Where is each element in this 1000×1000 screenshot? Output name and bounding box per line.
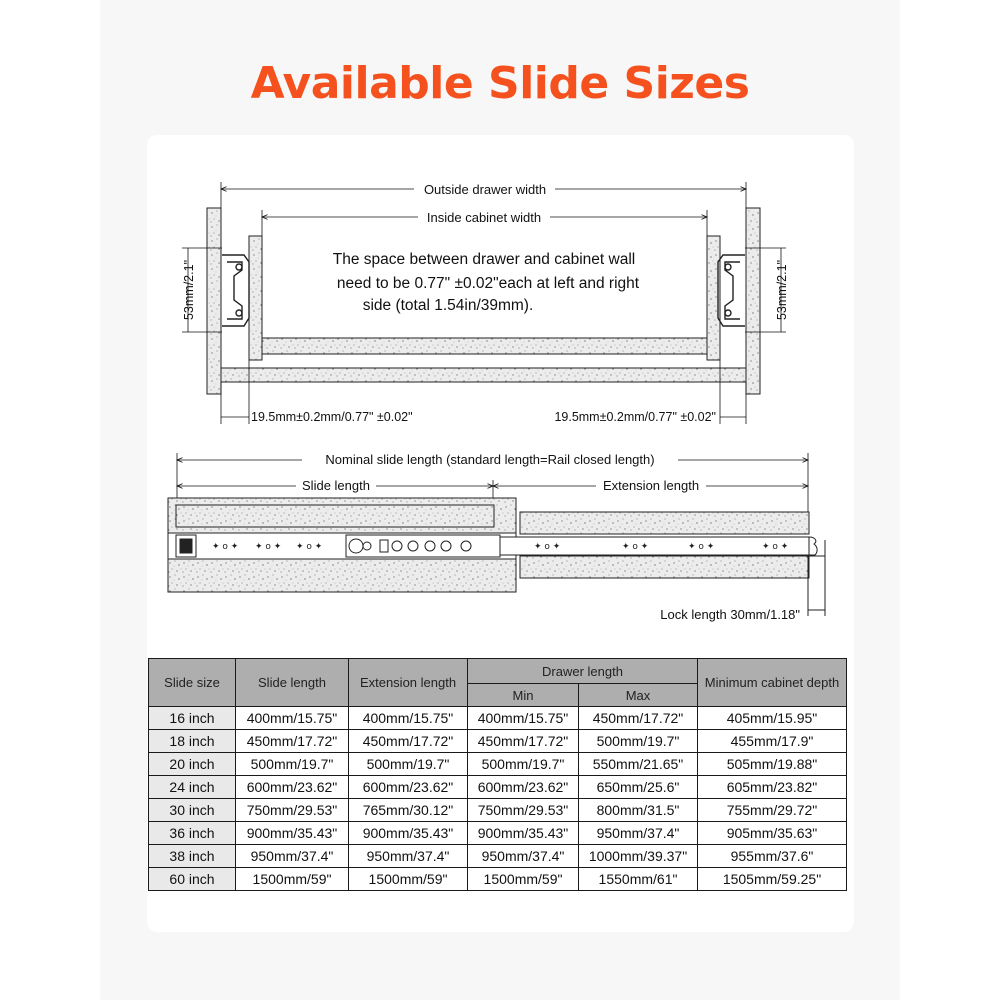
rail-profile-right (718, 255, 745, 326)
cell-drawer-min: 1500mm/59" (468, 868, 579, 891)
drawer-side-inner (176, 505, 494, 527)
cell-drawer-min: 450mm/17.72" (468, 730, 579, 753)
cell-drawer-max: 550mm/21.65" (579, 753, 698, 776)
svg-text:✦ o ✦: ✦ o ✦ (296, 542, 323, 552)
header-extension-length: Extension length (349, 659, 468, 707)
header-drawer-max: Max (579, 684, 698, 707)
cell-extension-length: 400mm/15.75" (349, 707, 468, 730)
table-row (149, 753, 847, 776)
cell-slide-length: 500mm/19.7" (236, 753, 349, 776)
header-drawer-length: Drawer length (468, 659, 698, 684)
cell-slide-size: 38 inch (149, 845, 236, 868)
cell-min-depth: 1505mm/59.25" (698, 868, 847, 891)
cell-min-depth: 605mm/23.82" (698, 776, 847, 799)
cell-drawer-min: 600mm/23.62" (468, 776, 579, 799)
svg-text:✦ o ✦: ✦ o ✦ (688, 542, 715, 552)
table-row (149, 822, 847, 845)
cell-slide-length: 600mm/23.62" (236, 776, 349, 799)
gap-label-left: 19.5mm±0.2mm/0.77" ±0.02" (251, 410, 413, 424)
table-row (149, 730, 847, 753)
cell-drawer-min: 750mm/29.53" (468, 799, 579, 822)
table-row (149, 845, 847, 868)
cell-extension-length: 950mm/37.4" (349, 845, 468, 868)
cell-slide-length: 900mm/35.43" (236, 822, 349, 845)
cell-drawer-min: 950mm/37.4" (468, 845, 579, 868)
cell-drawer-max: 1550mm/61" (579, 868, 698, 891)
drawer-side-lower (520, 556, 809, 578)
lock-length-label: Lock length 30mm/1.18" (660, 607, 800, 622)
cell-slide-length: 750mm/29.53" (236, 799, 349, 822)
svg-text:✦ o ✦: ✦ o ✦ (534, 542, 561, 552)
gap-note-line-1: The space between drawer and cabinet wall (332, 251, 636, 268)
drawer-side-extended (520, 512, 809, 534)
extension-length-label: Extension length (602, 478, 700, 493)
cabinet-wall-left (207, 208, 221, 394)
svg-text:✦ o ✦: ✦ o ✦ (622, 542, 649, 552)
cabinet-wall-right (746, 208, 760, 394)
cell-drawer-max: 650mm/25.6" (579, 776, 698, 799)
cell-slide-size: 60 inch (149, 868, 236, 891)
cell-min-depth: 405mm/15.95" (698, 707, 847, 730)
cell-extension-length: 500mm/19.7" (349, 753, 468, 776)
slide-length-label: Slide length (302, 478, 370, 493)
cell-slide-length: 450mm/17.72" (236, 730, 349, 753)
gap-label-right: 19.5mm±0.2mm/0.77" ±0.02" (554, 410, 716, 424)
cell-drawer-min: 900mm/35.43" (468, 822, 579, 845)
gap-note-line-3: side (total 1.54in/39mm). (362, 297, 534, 314)
svg-text:✦ o ✦: ✦ o ✦ (762, 542, 789, 552)
cell-slide-size: 30 inch (149, 799, 236, 822)
cell-extension-length: 450mm/17.72" (349, 730, 468, 753)
cabinet-bottom (221, 368, 746, 382)
inside-width-label: Inside cabinet width (426, 210, 542, 225)
svg-text:✦ o ✦: ✦ o ✦ (255, 542, 282, 552)
cell-min-depth: 505mm/19.88" (698, 753, 847, 776)
gap-note-line-2: need to be 0.77" ±0.02"each at left and right (336, 275, 640, 292)
table-row (149, 776, 847, 799)
header-drawer-min: Min (468, 684, 579, 707)
cell-min-depth: 755mm/29.72" (698, 799, 847, 822)
cell-slide-length: 950mm/37.4" (236, 845, 349, 868)
height-label-left: 53mm/2.1" (182, 259, 196, 321)
header-min-cabinet-depth: Minimum cabinet depth (698, 659, 847, 707)
cell-slide-size: 16 inch (149, 707, 236, 730)
outside-width-label: Outside drawer width (423, 182, 547, 197)
rail-profile-left (222, 255, 249, 326)
cell-slide-size: 20 inch (149, 753, 236, 776)
cell-slide-size: 36 inch (149, 822, 236, 845)
height-label-right: 53mm/2.1" (775, 259, 789, 321)
cell-slide-size: 24 inch (149, 776, 236, 799)
cell-extension-length: 600mm/23.62" (349, 776, 468, 799)
cell-min-depth: 905mm/35.63" (698, 822, 847, 845)
table-row (149, 868, 847, 891)
cell-min-depth: 955mm/37.6" (698, 845, 847, 868)
header-slide-size: Slide size (149, 659, 236, 707)
cell-slide-size: 18 inch (149, 730, 236, 753)
slide-size-table (148, 658, 847, 891)
cell-slide-length: 400mm/15.75" (236, 707, 349, 730)
drawer-wall-left (249, 236, 262, 360)
cell-drawer-max: 450mm/17.72" (579, 707, 698, 730)
table-row (149, 799, 847, 822)
cell-drawer-max: 800mm/31.5" (579, 799, 698, 822)
drawer-bottom (262, 338, 707, 354)
cell-drawer-max: 1000mm/39.37" (579, 845, 698, 868)
svg-text:✦ o ✦: ✦ o ✦ (212, 542, 239, 552)
cell-drawer-max: 500mm/19.7" (579, 730, 698, 753)
nominal-length-label: Nominal slide length (standard length=Rail closed length) (325, 452, 655, 467)
cell-drawer-max: 950mm/37.4" (579, 822, 698, 845)
cell-drawer-min: 500mm/19.7" (468, 753, 579, 776)
cell-extension-length: 765mm/30.12" (349, 799, 468, 822)
header-slide-length: Slide length (236, 659, 349, 707)
table-row (149, 707, 847, 730)
cell-extension-length: 1500mm/59" (349, 868, 468, 891)
cell-extension-length: 900mm/35.43" (349, 822, 468, 845)
page-title: Available Slide Sizes (250, 58, 750, 109)
cell-min-depth: 455mm/17.9" (698, 730, 847, 753)
cell-drawer-min: 400mm/15.75" (468, 707, 579, 730)
cell-slide-length: 1500mm/59" (236, 868, 349, 891)
